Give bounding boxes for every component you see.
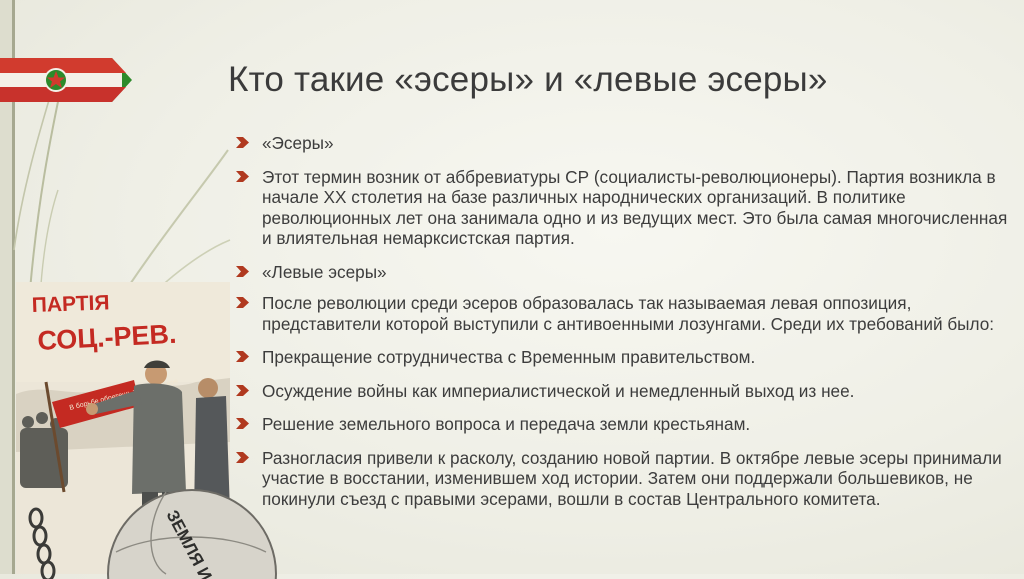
- list-item-text: Решение земельного вопроса и передача земли крестьянам.: [262, 414, 751, 434]
- list-item: [236, 293, 1018, 334]
- ribbon-emblem-icon: [45, 69, 67, 91]
- arrow-bullet-icon: [236, 137, 249, 148]
- arrow-bullet-icon: [236, 351, 249, 362]
- arrow-bullet-icon: [236, 385, 249, 396]
- list-item: [236, 381, 1018, 402]
- bullet-list: [236, 133, 1018, 509]
- list-item-text: Этот термин возник от аббревиатуры СР (социалисты-революционеры). Партия возникла в начале XX столетия на базе различных народнических организаций. В политике революционных лет она занимала одно и из ведущих мест. Это была самая многочисленная и влиятельная немарксистская партия.: [262, 166, 1008, 248]
- list-item: [236, 448, 1018, 510]
- list-item: [236, 262, 1018, 283]
- page-title: Кто такие «эсеры» и «левые эсеры»: [228, 60, 828, 99]
- list-item-text: «Левые эсеры»: [262, 261, 387, 282]
- list-item-text: Прекращение сотрудничества с Временным правительством.: [262, 347, 756, 367]
- list-item: [236, 414, 1018, 435]
- arrow-bullet-icon: [236, 452, 249, 463]
- arrow-bullet-icon: [236, 266, 249, 277]
- arrow-bullet-icon: [236, 418, 249, 429]
- list-item-text: Осуждение войны как империалистической и немедленный выход из нее.: [262, 380, 855, 401]
- list-item-text: Разногласия привели к расколу, созданию новой партии. В октябре левые эсеры принимали участие в восстании, изменившем ход истории. Затем они поддержали большевиков, не покинули съезд с правыми эсерами, вошли в состав Центрального комитета.: [262, 447, 1002, 509]
- propaganda-poster-image: [16, 282, 230, 574]
- list-item: [236, 133, 1018, 154]
- list-item: [236, 347, 1018, 368]
- ribbon-banner: [0, 58, 132, 102]
- arrow-bullet-icon: [236, 297, 249, 308]
- list-item: [236, 167, 1018, 249]
- poster-banner-text: В борьбе обретешь свое: [68, 378, 179, 412]
- poster-title-line1: ПАРТІЯ: [31, 291, 110, 317]
- arrow-bullet-icon: [236, 171, 249, 182]
- poster-title-line2: СОЦ.-РЕВ.: [36, 318, 178, 356]
- list-item-text: После революции среди эсеров образовалась так называемая левая оппозиция, представители которой выступили с антивоенными лозунгами. Среди их требований было:: [262, 293, 995, 334]
- list-item-text: «Эсеры»: [262, 133, 334, 153]
